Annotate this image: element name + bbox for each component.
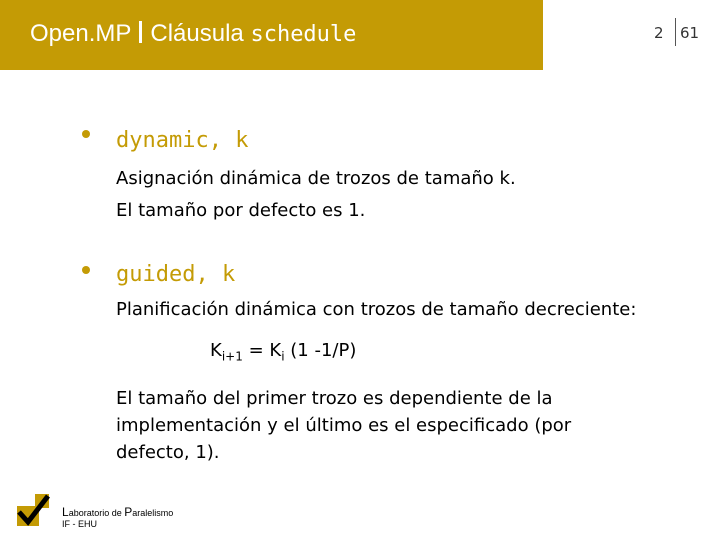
dynamic-heading: dynamic, k [116,128,249,153]
formula-eq: = K [242,340,282,361]
formula-tail: (1 -1/P) [284,340,357,361]
bullet-guided [82,266,90,274]
page-divider [675,18,676,46]
guided-formula [210,340,356,364]
title-code: schedule [250,22,357,47]
formula-sub-2: i [281,349,285,364]
footer-org: IF - EHU [62,519,97,529]
guided-line-3: defecto, 1). [116,442,220,463]
slide-title [30,20,356,48]
page-number: 2 [654,24,664,42]
formula-sub-1: i+1 [221,349,243,364]
page-total: 61 [680,24,700,42]
footer-lab-name: Laboratorio de Paralelismo [62,505,174,519]
lab-logo-icon [15,492,51,528]
guided-line-1: El tamaño del primer trozo es dependiente de la [116,388,553,409]
formula-k: K [210,340,222,361]
dynamic-line-1: Asignación dinámica de trozos de tamaño k. [116,168,516,189]
title-clause: Cláusula [150,20,244,47]
title-separator [139,21,142,43]
title-main: Open.MP [30,20,132,47]
dynamic-line-2: El tamaño por defecto es 1. [116,200,366,221]
guided-intro: Planificación dinámica con trozos de tamaño decreciente: [116,299,637,320]
guided-heading: guided, k [116,262,236,287]
bullet-dynamic [82,130,90,138]
guided-line-2: implementación y el último es el especificado (por [116,415,572,436]
